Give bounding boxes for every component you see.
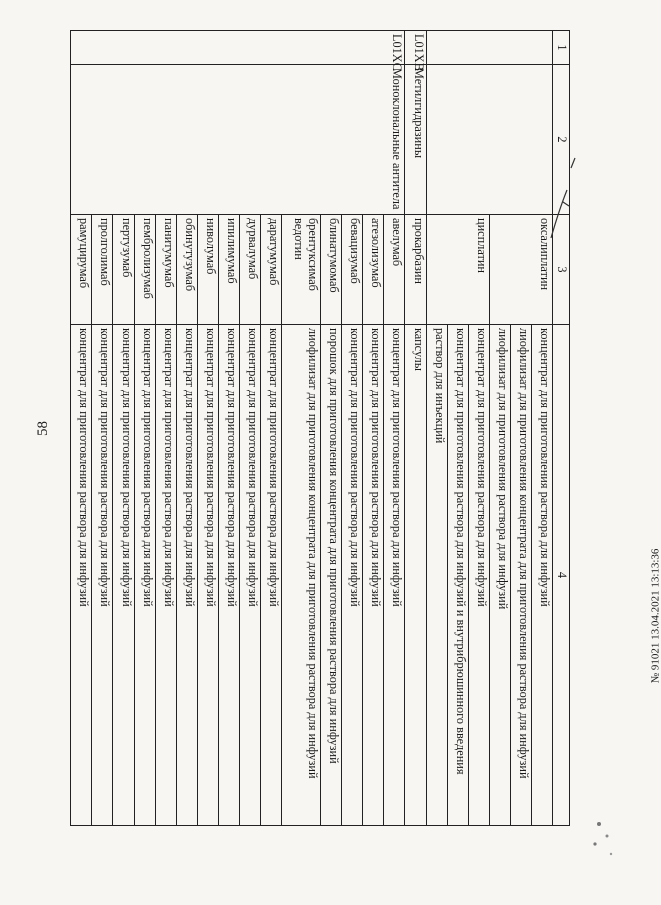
dosage-form-cell: концентрат для приготовления раствора для инфузий	[113, 325, 134, 826]
dosage-form-cell: лиофилизат для приготовления концентрата для приготовления раствора для инфузий	[282, 325, 320, 826]
drug-name-cell: пролголимаб	[92, 215, 113, 325]
drug-name-cell: обинутузумаб	[176, 215, 197, 325]
drug-name-cell: цисплатин	[426, 215, 489, 325]
registration-stamp: № 91021 13.04.2021 13:13:36	[649, 548, 661, 684]
dosage-form-cell: концентрат для приготовления раствора для инфузий	[197, 325, 218, 826]
drug-table	[70, 30, 570, 826]
dosage-form-cell: концентрат для приготовления раствора для инфузий	[240, 325, 261, 826]
dosage-form-cell: раствор для инъекций	[426, 325, 447, 826]
header-col-4: 4	[553, 325, 570, 826]
drug-name-cell: атезолизумаб	[363, 215, 384, 325]
dosage-form-cell: концентрат для приготовления раствора для инфузий	[532, 325, 553, 826]
group-cell	[426, 65, 553, 215]
dosage-form-cell: капсулы	[405, 325, 426, 826]
table-row	[384, 31, 405, 826]
dosage-form-cell: концентрат для приготовления раствора для инфузий	[363, 325, 384, 826]
drug-name-cell: прокарбазин	[405, 215, 426, 325]
dosage-form-cell: концентрат для приготовления раствора для инфузий	[468, 325, 489, 826]
drug-name-cell: ипилимумаб	[219, 215, 240, 325]
dosage-form-cell: концентрат для приготовления раствора для инфузий и внутрибрюшинного введения	[447, 325, 468, 826]
drug-name-cell: дурвалумаб	[240, 215, 261, 325]
group-cell: Метилгидразины	[405, 65, 426, 215]
dosage-form-cell: концентрат для приготовления раствора для инфузий	[71, 325, 92, 826]
atc-code-cell	[426, 31, 553, 65]
dosage-form-cell: лиофилизат для приготовления раствора для инфузий	[490, 325, 511, 826]
page-number: 58	[35, 421, 51, 436]
header-col-3: 3	[553, 215, 570, 325]
drug-name-cell: авелумаб	[384, 215, 405, 325]
dosage-form-cell: концентрат для приготовления раствора для инфузий	[134, 325, 155, 826]
dosage-form-cell: концентрат для приготовления раствора для инфузий	[342, 325, 363, 826]
dosage-form-cell: порошок для приготовления концентрата для приготовления раствора для инфузий	[320, 325, 341, 826]
dosage-form-cell: концентрат для приготовления раствора для инфузий	[384, 325, 405, 826]
drug-name-cell: ниволумаб	[197, 215, 218, 325]
dosage-form-cell: концентрат для приготовления раствора для инфузий	[219, 325, 240, 826]
dosage-form-cell: концентрат для приготовления раствора для инфузий	[92, 325, 113, 826]
dosage-form-cell: концентрат для приготовления раствора для инфузий	[155, 325, 176, 826]
drug-name-cell: оксалиплатин	[490, 215, 553, 325]
table-row	[405, 31, 426, 826]
header-col-1: 1	[553, 31, 570, 65]
rotated-table-container	[70, 30, 570, 825]
header-col-2: 2	[553, 65, 570, 215]
stamp-smudge	[585, 810, 625, 870]
dosage-form-cell: концентрат для приготовления раствора для инфузий	[261, 325, 282, 826]
drug-name-cell: блинатумомаб	[320, 215, 341, 325]
atc-code-cell: L01XB	[405, 31, 426, 65]
atc-code-cell: L01XC	[71, 31, 406, 65]
drug-name-cell: панитумумаб	[155, 215, 176, 325]
drug-name-cell: даратумумаб	[261, 215, 282, 325]
drug-name-cell: пембролизумаб	[134, 215, 155, 325]
dosage-form-cell: концентрат для приготовления раствора для инфузий	[176, 325, 197, 826]
dosage-form-cell: лиофилизат для приготовления концентрата для приготовления раствора для инфузий	[511, 325, 532, 826]
handwritten-mark	[545, 150, 585, 250]
drug-name-cell: рамуцирумаб	[71, 215, 92, 325]
group-cell: Моноклональные антитела	[71, 65, 406, 215]
drug-name-cell: брентуксимаб ведотин	[282, 215, 320, 325]
drug-name-cell: пертузумаб	[113, 215, 134, 325]
drug-name-cell: бевацизумаб	[342, 215, 363, 325]
table-body	[71, 31, 553, 826]
